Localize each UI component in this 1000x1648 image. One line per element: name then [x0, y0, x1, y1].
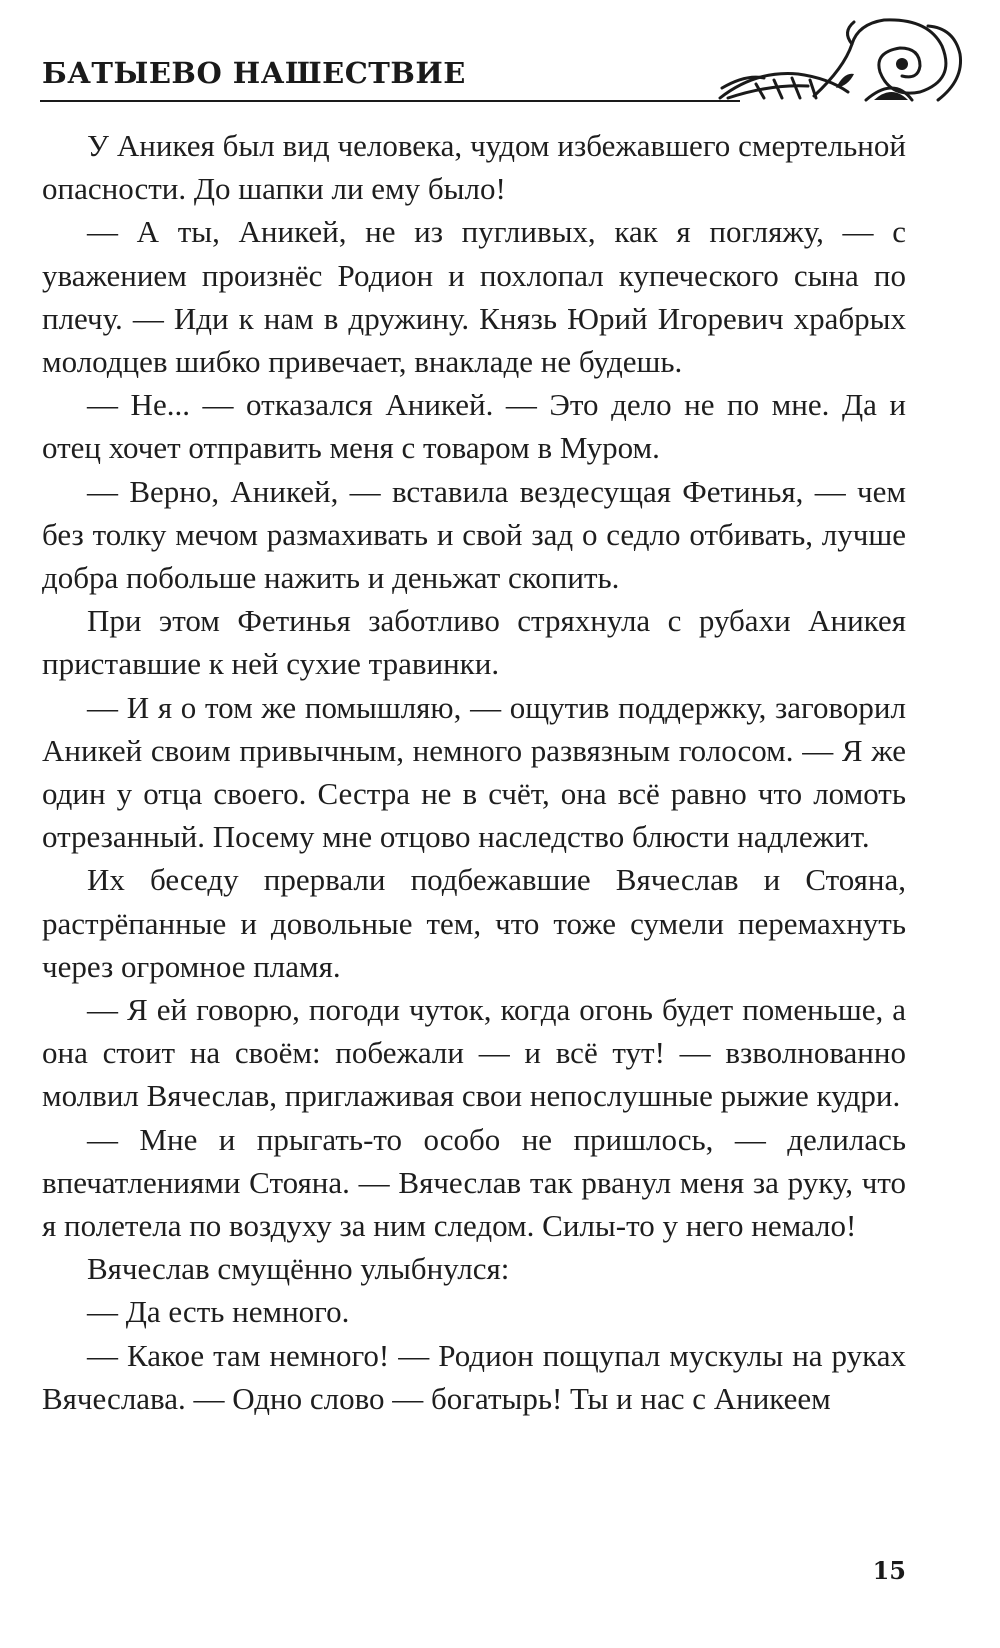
paragraph: — Не... — отказался Аникей. — Это дело не по мне. Да и отец хочет отправить меня с товаром в Муром.	[42, 387, 906, 466]
paragraph: — И я о том же помышляю, — ощутив поддержку, заговорил Аникей своим привычным, немного развязным голосом. — Я же один у отца своего. Сестра не в счёт, она всё равно что ломоть отрезанный. Посему мне отцово наследство блюсти надлежит.	[42, 689, 906, 855]
paragraph: — Мне и прыгать-то особо не пришлось, — делилась впечатлениями Стояна. — Вячеслав так рванул меня за руку, что я полетела по воздуху за ним следом. Силы-то у него немало!	[42, 1121, 906, 1244]
paragraph: — Да есть немного.	[87, 1294, 350, 1330]
page-number: 15	[872, 1556, 906, 1585]
paragraph: При этом Фетинья заботливо стряхнула с рубахи Аникея приставшие к ней сухие травинки.	[42, 603, 906, 682]
paragraph: Их беседу прервали подбежавшие Вячеслав и Стояна, растрёпанные и довольные тем, что тоже сумели перемахнуть через огромное пламя.	[42, 862, 906, 984]
running-title: БАТЫЕВО НАШЕСТВИЕ	[42, 56, 466, 90]
ornament-flourish-icon	[716, 14, 970, 106]
paragraph: — Верно, Аникей, — вставила вездесущая Фетинья, — чем без толку мечом размахивать и свой зад о седло отбивать, лучше добра побольше нажить и деньжат скопить.	[42, 473, 906, 596]
page-header	[40, 14, 970, 104]
paragraph: — Какое там немного! — Родион пощупал мускулы на руках Вячеслава. — Одно слово — богатырь! Ты и нас с Аникеем	[42, 1337, 906, 1416]
body-text	[42, 124, 906, 1420]
paragraph: — Я ей говорю, погоди чуток, когда огонь будет поменьше, а она стоит на своём: побежали — и всё тут! — взволнованно молвил Вячеслав, приглаживая свои непослушные рыжие кудри.	[42, 992, 906, 1114]
paragraph: — А ты, Аникей, не из пугливых, как я погляжу, — с уважением произнёс Родион и похлопал купеческого сына по плечу. — Иди к нам в дружину. Князь Юрий Игоревич храбрых молодцев шибко привечает, внакладе не будешь.	[42, 214, 906, 380]
header-rule	[40, 100, 740, 102]
paragraph: У Аникея был вид человека, чудом избежавшего смертельной опасности. До шапки ли ему было!	[42, 128, 906, 207]
paragraph: Вячеслав смущённо улыбнулся:	[87, 1251, 510, 1287]
